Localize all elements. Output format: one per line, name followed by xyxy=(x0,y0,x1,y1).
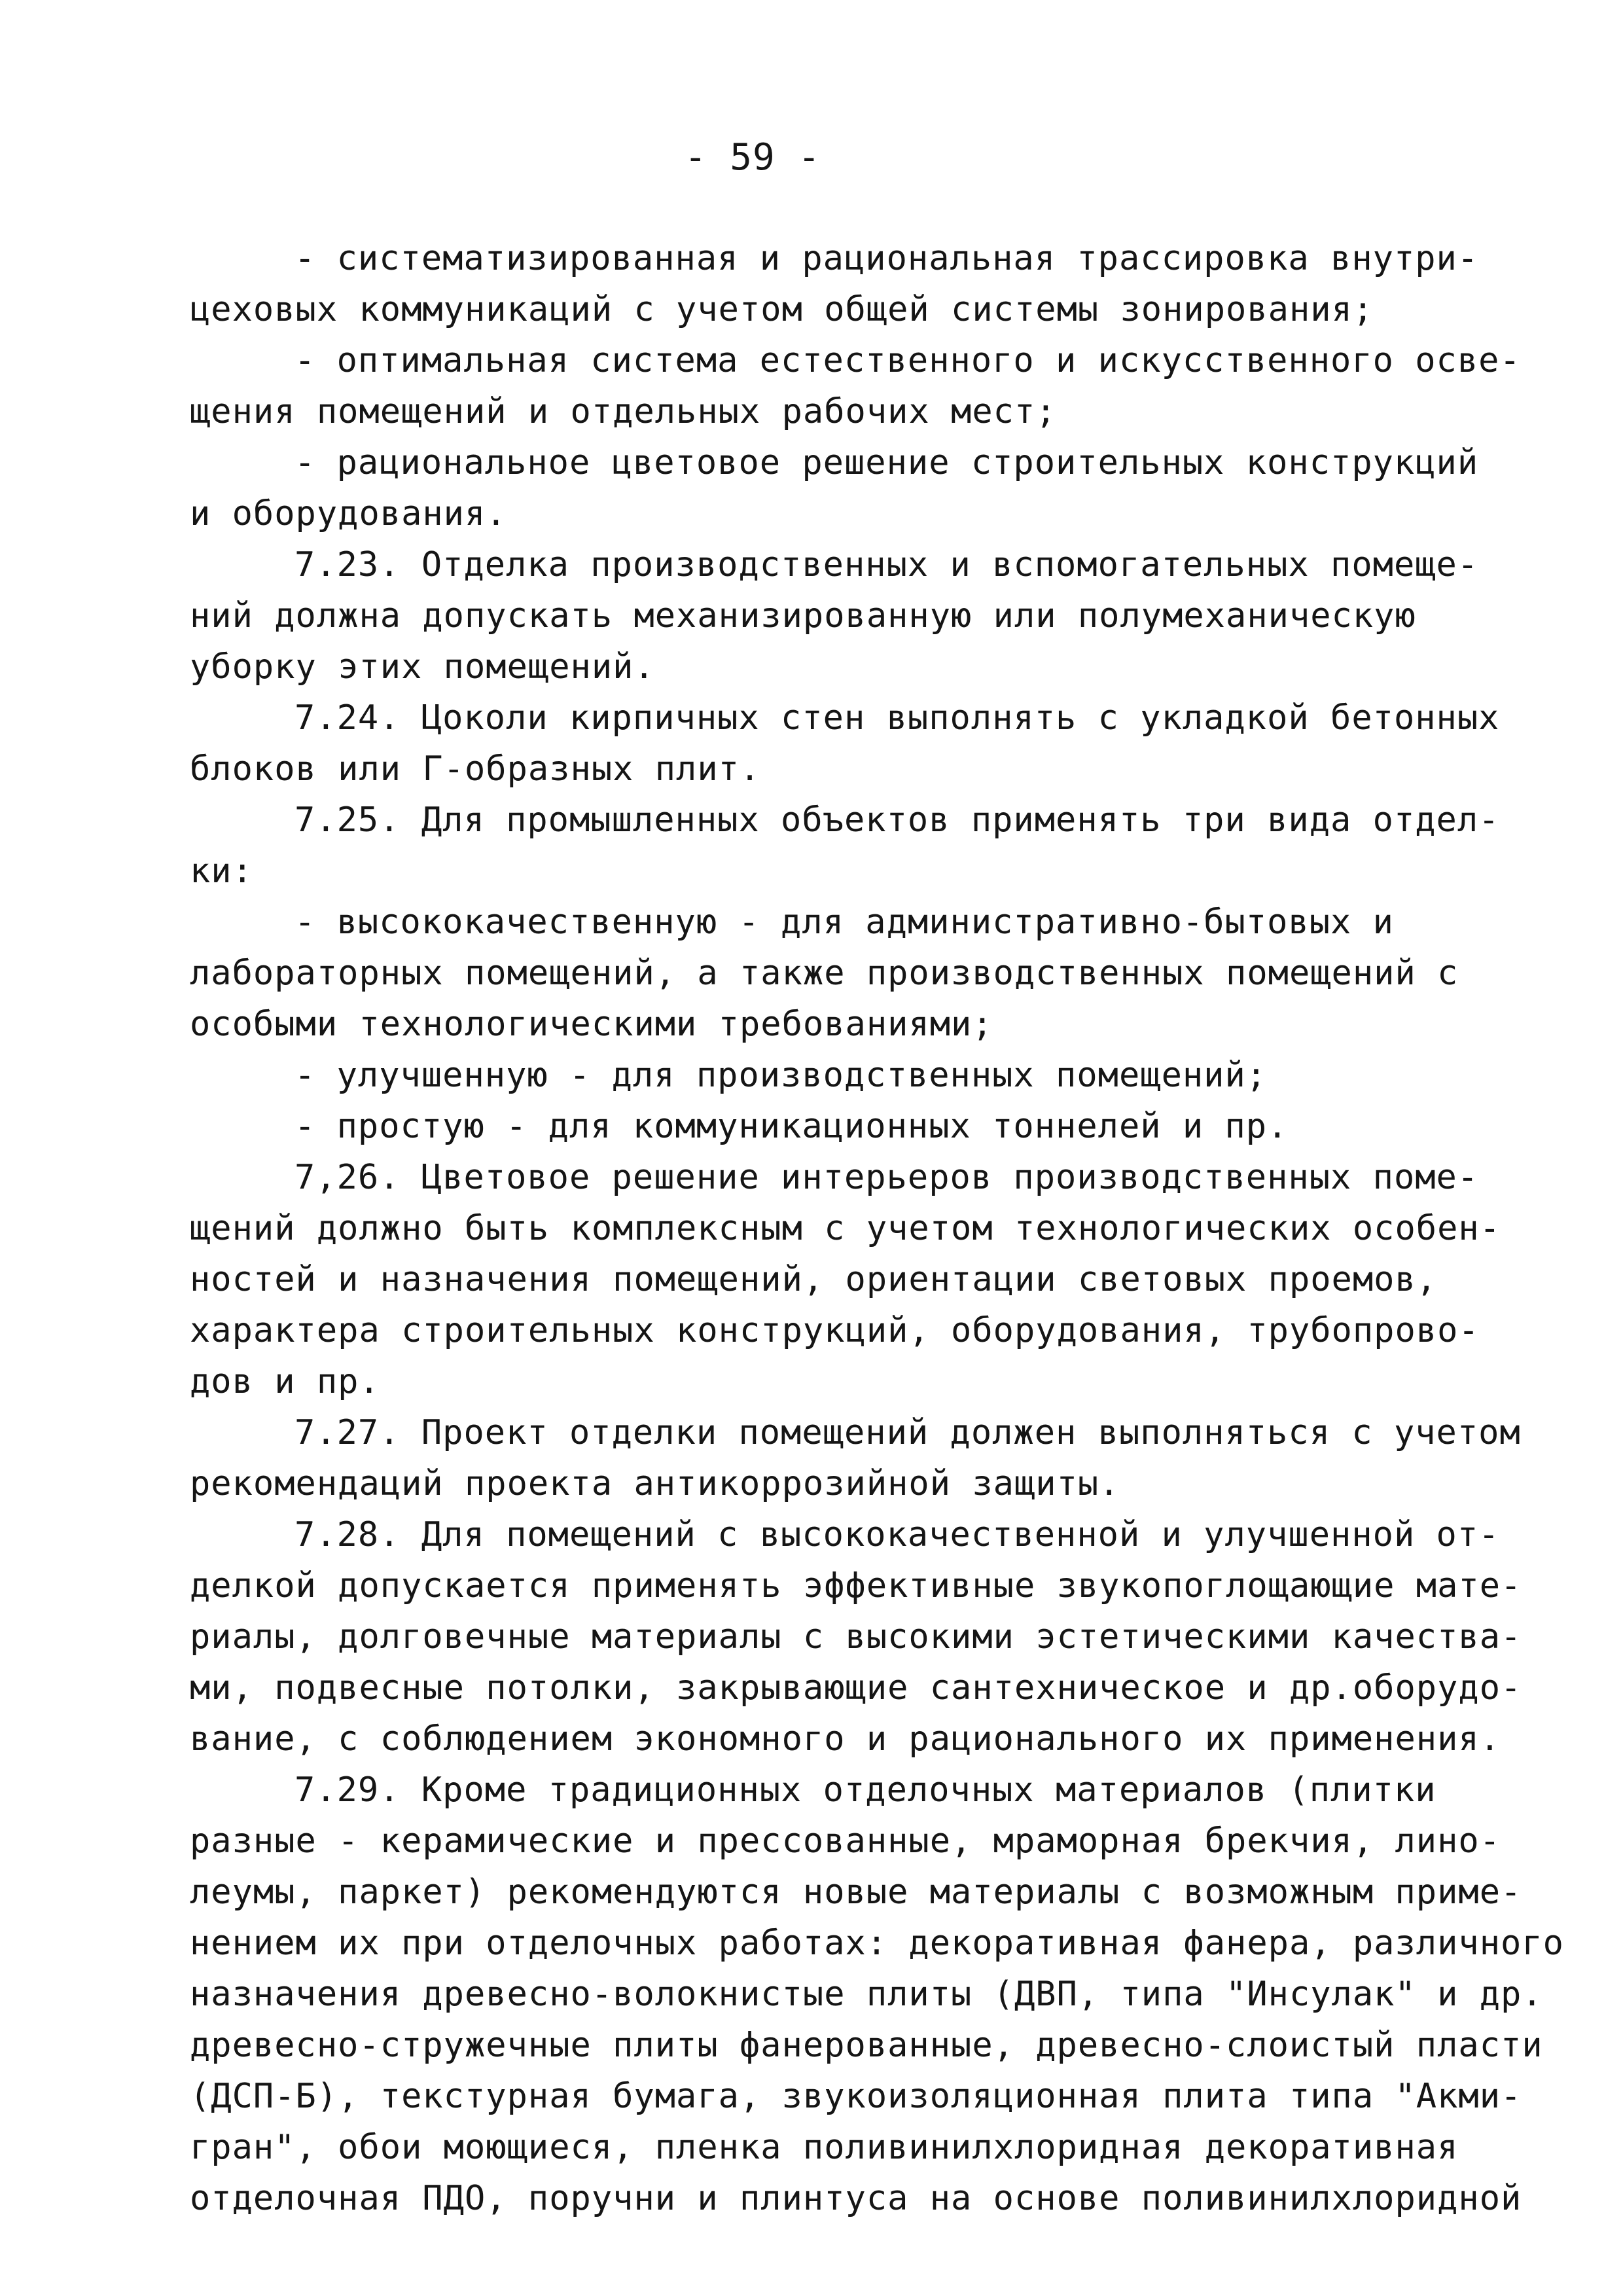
text-line: (ДСП-Б), текстурная бумага, звукоизоляционная плита типа "Акми- xyxy=(190,2077,1522,2116)
text-line: дов и пр. xyxy=(190,1362,380,1401)
text-line: назначения древесно-волокнистые плиты (ДВП, типа "Инсулак" и др. xyxy=(190,1975,1543,2014)
text-line: щения помещений и отдельных рабочих мест; xyxy=(190,392,1057,431)
text-line: цеховых коммуникаций с учетом общей системы зонирования; xyxy=(190,290,1374,329)
text-line: 7.25. Для промышленных объектов применять три вида отдел- xyxy=(294,800,1500,840)
text-line: и оборудования. xyxy=(190,494,507,533)
text-line: леумы, паркет) рекомендуются новые материалы с возможным приме- xyxy=(190,1873,1522,1912)
text-line: нением их при отделочных работах: декоративная фанера, различного xyxy=(190,1924,1564,1963)
text-line: древесно-стружечные плиты фанерованные, древесно-слоистый пласти xyxy=(190,2026,1543,2065)
text-line: уборку этих помещений. xyxy=(190,647,655,687)
text-line: - улучшенную - для производственных помещений; xyxy=(294,1056,1268,1095)
text-line: блоков или Г-образных плит. xyxy=(190,749,761,789)
text-line: рекомендаций проекта антикоррозийной защиты. xyxy=(190,1464,1120,1503)
text-line: - высококачественную - для административно-бытовых и xyxy=(294,903,1394,942)
text-line: ностей и назначения помещений, ориентации световых проемов, xyxy=(190,1260,1438,1299)
text-line: - простую - для коммуникационных тоннелей и пр. xyxy=(294,1107,1289,1146)
text-line: отделочная ПДО, поручни и плинтуса на основе поливинилхлоридной xyxy=(190,2179,1522,2218)
text-line: лабораторных помещений, а также производственных помещений с xyxy=(190,954,1459,993)
text-line: разные - керамические и прессованные, мраморная брекчия, лино- xyxy=(190,1821,1501,1861)
body-text xyxy=(190,233,1564,2224)
text-line: 7,26. Цветовое решение интерьеров производственных поме- xyxy=(294,1158,1479,1197)
text-line: ний должна допускать механизированную или полумеханическую xyxy=(190,596,1416,636)
text-line: ми, подвесные потолки, закрывающие сантехническое и др.оборудо- xyxy=(190,1668,1522,1708)
text-line: характера строительных конструкций, оборудования, трубопрово- xyxy=(190,1311,1480,1350)
text-line: особыми технологическими требованиями; xyxy=(190,1005,993,1044)
text-line: ки: xyxy=(190,852,253,891)
text-line: 7.27. Проект отделки помещений должен выполняться с учетом xyxy=(294,1413,1521,1452)
text-line: - оптимальная система естественного и искусственного осве- xyxy=(294,341,1521,380)
text-line: щений должно быть комплексным с учетом технологических особен- xyxy=(190,1209,1501,1248)
text-line: гран", обои моющиеся, пленка поливинилхлоридная декоративная xyxy=(190,2128,1459,2167)
text-line: 7.28. Для помещений с высококачественной и улучшенной от- xyxy=(294,1515,1500,1554)
text-line: 7.24. Цоколи кирпичных стен выполнять с укладкой бетонных xyxy=(294,698,1500,738)
text-line: - систематизированная и рациональная трассировка внутри- xyxy=(294,239,1479,278)
page-number: - 59 - xyxy=(684,136,821,179)
text-line: риалы, долговечные материалы с высокими эстетическими качества- xyxy=(190,1617,1522,1657)
text-line: вание, с соблюдением экономного и рационального их применения. xyxy=(190,1719,1501,1759)
text-line: - рациональное цветовое решение строительных конструкций xyxy=(294,443,1479,482)
text-line: 7.29. Кроме традиционных отделочных материалов (плитки xyxy=(294,1770,1436,1810)
text-line: делкой допускается применять эффективные звукопоглощающие мате- xyxy=(190,1566,1522,1605)
text-line: 7.23. Отделка производственных и вспомогательных помеще- xyxy=(294,545,1479,584)
